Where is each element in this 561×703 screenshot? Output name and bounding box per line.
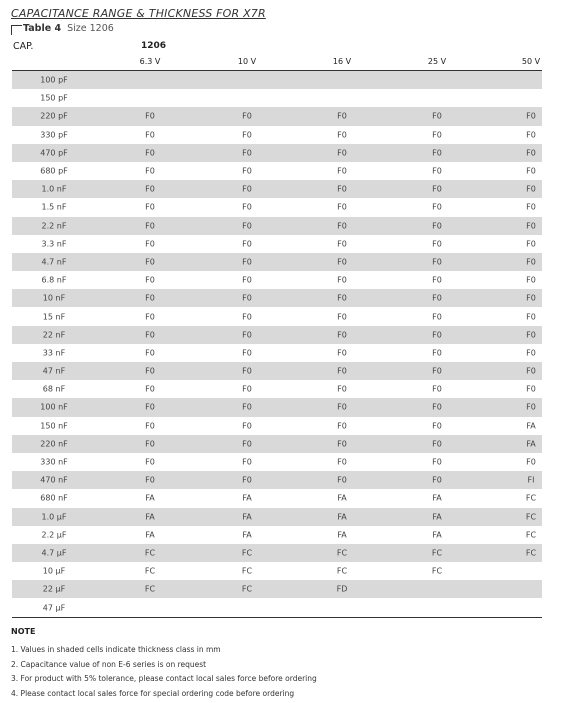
table-row [12, 344, 542, 362]
thickness-cell: F0 [337, 312, 347, 322]
capacitance-cell: 33 nF [42, 348, 66, 358]
thickness-cell: F0 [145, 184, 155, 194]
capacitance-cell: 680 nF [40, 493, 68, 503]
thickness-cell: F0 [145, 202, 155, 212]
thickness-cell: F0 [242, 348, 252, 358]
table-row [12, 489, 542, 507]
table-row [12, 253, 542, 271]
thickness-cell: F0 [526, 184, 536, 194]
thickness-cell: F0 [432, 384, 442, 394]
capacitance-cell: 2.2 µF [41, 530, 67, 540]
capacitance-cell: 47 nF [42, 366, 66, 376]
size-code-header: 1206 [141, 41, 167, 51]
thickness-cell: F0 [145, 166, 155, 176]
thickness-cell: F0 [432, 202, 442, 212]
capacitance-cell: 1.5 nF [41, 202, 67, 212]
table-row [12, 307, 542, 325]
capacitance-cell: 150 nF [40, 421, 68, 431]
capacitance-cell: 470 nF [40, 475, 68, 485]
table-caption [11, 23, 114, 35]
table-row [12, 362, 542, 380]
thickness-cell: F0 [432, 366, 442, 376]
thickness-cell: F0 [337, 166, 347, 176]
thickness-cell: F0 [242, 475, 252, 485]
table-row [12, 107, 542, 125]
thickness-cell: FC [241, 548, 253, 558]
table-row [12, 71, 542, 89]
note-item: 3. For product with 5% tolerance, please contact local sales force before ordering [11, 674, 317, 683]
capacitance-cell: 330 pF [40, 130, 68, 140]
thickness-cell: F0 [145, 330, 155, 340]
capacitance-cell: 6.8 nF [41, 275, 67, 285]
thickness-cell: F0 [432, 111, 442, 121]
thickness-cell: F0 [242, 457, 252, 467]
thickness-cell: F0 [242, 439, 252, 449]
thickness-cell: F0 [526, 384, 536, 394]
table-label: Table 4 [23, 23, 62, 34]
capacitance-cell: 150 pF [40, 93, 68, 103]
thickness-cell: FC [525, 530, 537, 540]
thickness-cell: F0 [242, 421, 252, 431]
thickness-cell: F0 [337, 475, 347, 485]
thickness-cell: F0 [432, 148, 442, 158]
capacitance-cell: 470 pF [40, 148, 68, 158]
table-row [12, 126, 542, 144]
thickness-cell: F0 [242, 130, 252, 140]
voltage-header-10v: 10 V [237, 57, 257, 66]
thickness-cell: FA [432, 530, 442, 540]
thickness-cell: F0 [526, 202, 536, 212]
capacitance-cell: 330 nF [40, 457, 68, 467]
thickness-cell: F0 [145, 348, 155, 358]
thickness-cell: F0 [526, 330, 536, 340]
thickness-cell: F0 [145, 275, 155, 285]
thickness-cell: F0 [432, 239, 442, 249]
thickness-cell: F0 [337, 239, 347, 249]
thickness-cell: F0 [242, 384, 252, 394]
thickness-cell: F0 [337, 439, 347, 449]
table-row [12, 217, 542, 235]
thickness-cell: F0 [337, 184, 347, 194]
thickness-cell: FC [431, 566, 443, 576]
table-row [12, 526, 542, 544]
thickness-cell: F0 [526, 366, 536, 376]
thickness-cell: F0 [242, 293, 252, 303]
thickness-cell: FA [432, 493, 442, 503]
thickness-cell: F0 [337, 148, 347, 158]
thickness-cell: F0 [242, 221, 252, 231]
note-title: NOTE [11, 627, 36, 636]
thickness-cell: F0 [242, 366, 252, 376]
capacitance-cell: 10 nF [42, 293, 66, 303]
thickness-cell: FA [337, 530, 347, 540]
table-row [12, 271, 542, 289]
capacitance-cell: 15 nF [42, 312, 66, 322]
table-row [12, 380, 542, 398]
voltage-header-6v3: 6.3 V [139, 57, 161, 66]
thickness-cell: F0 [432, 312, 442, 322]
thickness-cell: FC [525, 512, 537, 522]
thickness-cell: F0 [145, 111, 155, 121]
thickness-cell: F0 [526, 275, 536, 285]
thickness-cell: F0 [337, 202, 347, 212]
thickness-cell: F0 [526, 257, 536, 267]
capacitance-cell: 4.7 µF [41, 548, 67, 558]
thickness-cell: F0 [337, 421, 347, 431]
thickness-cell: F0 [337, 257, 347, 267]
thickness-cell: F0 [337, 130, 347, 140]
thickness-cell: F0 [145, 221, 155, 231]
thickness-cell: F0 [242, 257, 252, 267]
table-row [12, 235, 542, 253]
thickness-cell: F0 [432, 221, 442, 231]
capacitance-cell: 2.2 nF [41, 221, 67, 231]
thickness-cell: F0 [145, 257, 155, 267]
thickness-cell: F0 [432, 475, 442, 485]
table-row [12, 180, 542, 198]
capacitance-table [12, 71, 542, 617]
thickness-cell: F0 [337, 275, 347, 285]
table-row [12, 417, 542, 435]
thickness-cell: FC [144, 566, 156, 576]
caption-bracket [11, 25, 22, 35]
thickness-cell: F0 [432, 275, 442, 285]
thickness-cell: FC [144, 584, 156, 594]
voltage-header-50v: 50 V [521, 57, 541, 66]
thickness-cell: F0 [526, 239, 536, 249]
table-row [12, 453, 542, 471]
thickness-cell: F0 [145, 312, 155, 322]
thickness-cell: F0 [432, 421, 442, 431]
table-row [12, 89, 542, 107]
capacitance-cell: 47 µF [42, 603, 66, 613]
table-row [12, 435, 542, 453]
thickness-cell: FA [242, 493, 252, 503]
thickness-cell: F0 [337, 457, 347, 467]
table-row [12, 562, 542, 580]
thickness-cell: FC [336, 548, 348, 558]
table-row [12, 162, 542, 180]
thickness-cell: F0 [337, 221, 347, 231]
thickness-cell: F0 [145, 421, 155, 431]
thickness-cell: FA [432, 512, 442, 522]
thickness-cell: FA [145, 530, 155, 540]
thickness-cell: F0 [432, 348, 442, 358]
table-row [12, 398, 542, 416]
thickness-cell: F0 [242, 184, 252, 194]
capacitance-cell: 68 nF [42, 384, 66, 394]
thickness-cell: FA [145, 512, 155, 522]
thickness-cell: FC [241, 584, 253, 594]
thickness-cell: FA [242, 530, 252, 540]
table-row [12, 471, 542, 489]
capacitance-cell: 4.7 nF [41, 257, 67, 267]
document-title: CAPACITANCE RANGE & THICKNESS FOR X7R [11, 7, 266, 20]
table-row [12, 544, 542, 562]
thickness-cell: F0 [145, 130, 155, 140]
capacitance-cell: 22 µF [42, 584, 66, 594]
thickness-cell: F0 [526, 111, 536, 121]
thickness-cell: F0 [432, 330, 442, 340]
thickness-cell: F0 [432, 457, 442, 467]
thickness-cell: F0 [242, 239, 252, 249]
capacitance-cell: 220 nF [40, 439, 68, 449]
capacitance-cell: 100 nF [40, 402, 68, 412]
thickness-cell: F0 [145, 475, 155, 485]
thickness-cell: FD [336, 584, 348, 594]
thickness-cell: F0 [526, 457, 536, 467]
capacitance-cell: 220 pF [40, 111, 68, 121]
thickness-cell: F0 [432, 166, 442, 176]
table-size: Size 1206 [67, 23, 114, 34]
thickness-cell: FA [242, 512, 252, 522]
table-row [12, 198, 542, 216]
table-row [12, 598, 542, 616]
thickness-cell: F0 [526, 221, 536, 231]
thickness-cell: FA [526, 421, 536, 431]
thickness-cell: F0 [145, 293, 155, 303]
thickness-cell: F0 [145, 402, 155, 412]
thickness-cell: FC [431, 548, 443, 558]
thickness-cell: F0 [432, 257, 442, 267]
thickness-cell: F0 [432, 402, 442, 412]
thickness-cell: FA [526, 439, 536, 449]
capacitance-cell: 3.3 nF [41, 239, 67, 249]
notes-list [11, 643, 317, 701]
voltage-header-row [0, 57, 561, 69]
thickness-cell: F0 [337, 330, 347, 340]
thickness-cell: FA [337, 493, 347, 503]
capacitance-cell: 1.0 nF [41, 184, 67, 194]
note-item: 2. Capacitance value of non E-6 series is on request [11, 659, 207, 669]
thickness-cell: F0 [337, 293, 347, 303]
table-row [12, 580, 542, 598]
table-bottom-divider [12, 617, 542, 618]
thickness-cell: F0 [526, 312, 536, 322]
thickness-cell: F0 [145, 457, 155, 467]
capacitance-cell: 10 µF [42, 566, 66, 576]
thickness-cell: F0 [526, 348, 536, 358]
thickness-cell: F0 [242, 148, 252, 158]
thickness-cell: F0 [432, 184, 442, 194]
thickness-cell: F0 [432, 439, 442, 449]
thickness-cell: FI [527, 475, 535, 485]
thickness-cell: F0 [242, 111, 252, 121]
capacitance-cell: 680 pF [40, 166, 68, 176]
thickness-cell: F0 [145, 366, 155, 376]
thickness-cell: FC [241, 566, 253, 576]
thickness-cell: FA [145, 493, 155, 503]
thickness-cell: F0 [242, 166, 252, 176]
cap-column-header: CAP. [13, 41, 34, 52]
thickness-cell: F0 [526, 402, 536, 412]
thickness-cell: F0 [337, 384, 347, 394]
thickness-cell: F0 [337, 111, 347, 121]
thickness-cell: FC [525, 548, 537, 558]
thickness-cell: F0 [432, 293, 442, 303]
thickness-cell: F0 [337, 348, 347, 358]
note-item: 1. Values in shaded cells indicate thickness class in mm [11, 645, 221, 654]
thickness-cell: F0 [145, 384, 155, 394]
thickness-cell: F0 [337, 402, 347, 412]
thickness-cell: F0 [242, 275, 252, 285]
thickness-cell: FA [337, 512, 347, 522]
thickness-cell: F0 [432, 130, 442, 140]
capacitance-cell: 1.0 µF [41, 512, 67, 522]
table-row [12, 289, 542, 307]
table-row [12, 508, 542, 526]
thickness-cell: FC [525, 493, 537, 503]
thickness-cell: F0 [242, 330, 252, 340]
capacitance-cell: 100 pF [40, 75, 68, 85]
thickness-cell: F0 [145, 148, 155, 158]
capacitance-cell: 22 nF [42, 330, 66, 340]
voltage-header-16v: 16 V [332, 57, 352, 66]
voltage-header-25v: 25 V [427, 57, 447, 66]
thickness-cell: F0 [242, 312, 252, 322]
table-row [12, 144, 542, 162]
thickness-cell: F0 [242, 402, 252, 412]
thickness-cell: F0 [526, 166, 536, 176]
thickness-cell: F0 [145, 239, 155, 249]
thickness-cell: FC [144, 548, 156, 558]
thickness-cell: F0 [526, 130, 536, 140]
thickness-cell: F0 [526, 148, 536, 158]
table-row [12, 326, 542, 344]
thickness-cell: F0 [145, 439, 155, 449]
thickness-cell: F0 [242, 202, 252, 212]
note-item: 4. Please contact local sales force for special ordering code before ordering [11, 688, 295, 698]
thickness-cell: F0 [526, 293, 536, 303]
thickness-cell: FC [336, 566, 348, 576]
thickness-cell: F0 [337, 366, 347, 376]
